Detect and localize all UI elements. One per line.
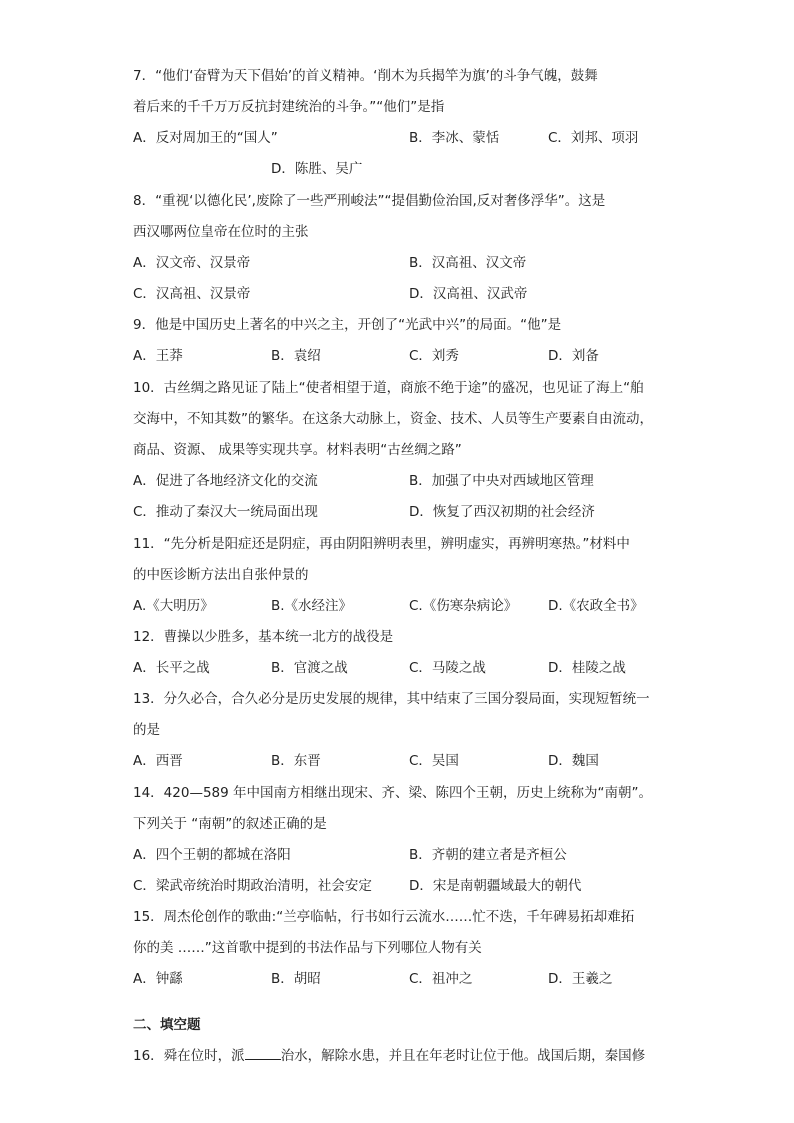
q10-stem-line2: 交海中，不知其数”的繁华。在这条大动脉上，资金、技术、人员等生产要素自由流动， (133, 411, 653, 427)
q13-option-d[interactable]: D．魏国 (548, 753, 599, 769)
q9-option-b[interactable]: B．袁绍 (271, 348, 321, 364)
q9-option-a[interactable]: A．王莽 (133, 348, 183, 364)
q8-option-b[interactable]: B．汉高祖、汉文帝 (409, 255, 527, 271)
q16-text-after-blank: 治水，解除水患，并且在年老时让位于他。战国后期，秦国修 (280, 1048, 646, 1064)
q10-option-d[interactable]: D．恢复了西汉初期的社会经济 (409, 504, 595, 520)
q7-stem-line1: 7．“他们‘奋臂为天下倡始’的首义精神。‘削木为兵揭竿为旗’的斗争气魄，鼓舞 (133, 68, 598, 84)
q11-option-c[interactable]: C.《伤寒杂病论》 (409, 598, 518, 614)
q12-stem-line1: 12．曹操以少胜多，基本统一北方的战役是 (133, 629, 394, 645)
q8-option-d[interactable]: D．汉高祖、汉武帝 (409, 286, 528, 302)
q14-option-b[interactable]: B．齐朝的建立者是齐桓公 (409, 847, 567, 863)
q8-stem-line1: 8．“重视‘以德化民’,废除了一些严刑峻法”“提倡勤俭治国,反对奢侈浮华”。这是 (133, 193, 606, 209)
q11-stem-line2: 的中医诊断方法出自张仲景的 (133, 567, 309, 583)
q15-option-d[interactable]: D．王羲之 (548, 971, 613, 987)
q11-option-b[interactable]: B.《水经注》 (271, 598, 353, 614)
q15-option-a[interactable]: A．钟繇 (133, 971, 183, 987)
q15-option-b[interactable]: B．胡昭 (271, 971, 321, 987)
q8-option-a[interactable]: A．汉文帝、汉景帝 (133, 255, 251, 271)
q12-option-c[interactable]: C．马陵之战 (409, 660, 486, 676)
q11-option-a[interactable]: A.《大明历》 (133, 598, 214, 614)
q12-option-b[interactable]: B．官渡之战 (271, 660, 348, 676)
q14-option-c[interactable]: C．梁武帝统治时期政治清明，社会安定 (133, 878, 372, 894)
q16-stem-line1 (133, 1045, 663, 1065)
q7-option-a[interactable]: A．反对周加王的“国人” (133, 130, 278, 146)
q8-stem-line2: 西汉哪两位皇帝在位时的主张 (133, 224, 309, 240)
q7-stem-line2: 着后来的千千万万反抗封建统治的斗争。”“他们”是指 (133, 99, 445, 115)
q14-option-a[interactable]: A．四个王朝的都城在洛阳 (133, 847, 291, 863)
q9-stem-line1: 9．他是中国历史上著名的中兴之主，开创了“光武中兴”的局面。“他”是 (133, 317, 562, 333)
q7-option-d[interactable]: D．陈胜、吴广 (271, 161, 363, 177)
q16-text-before-blank: 16．舜在位时，派 (133, 1048, 245, 1064)
q16-answer-blank[interactable] (245, 1045, 281, 1060)
q13-option-b[interactable]: B．东晋 (271, 753, 321, 769)
q10-option-c[interactable]: C．推动了秦汉大一统局面出现 (133, 504, 318, 520)
q10-option-a[interactable]: A．促进了各地经济文化的交流 (133, 473, 318, 489)
q14-option-d[interactable]: D．宋是南朝疆域最大的朝代 (409, 878, 582, 894)
q12-option-a[interactable]: A．长平之战 (133, 660, 210, 676)
section-heading-fill-in: 二、填空题 (133, 1017, 201, 1033)
q8-option-c[interactable]: C．汉高祖、汉景帝 (133, 286, 251, 302)
q12-option-d[interactable]: D．桂陵之战 (548, 660, 626, 676)
q15-stem-line2: 你的美 ……”这首歌中提到的书法作品与下列哪位人物有关 (133, 940, 482, 956)
q7-option-c[interactable]: C．刘邦、项羽 (548, 130, 639, 146)
q13-stem-line2: 的是 (133, 722, 160, 738)
q10-stem-line3: 商品、资源、 成果等实现共享。材料表明“古丝绸之路” (133, 442, 462, 458)
q9-option-c[interactable]: C．刘秀 (409, 348, 459, 364)
q13-stem-line1: 13．分久必合，合久必分是历史发展的规律，其中结束了三国分裂局面，实现短暂统一 (133, 691, 650, 707)
q14-stem-line2: 下列关于 “南朝”的叙述正确的是 (133, 816, 327, 832)
q10-stem-line1: 10．古丝绸之路见证了陆上“使者相望于道，商旅不绝于途”的盛况，也见证了海上“舶 (133, 380, 644, 396)
q11-stem-line1: 11．“先分析是阳症还是阴症，再由阴阳辨明表里，辨明虚实，再辨明寒热。”材料中 (133, 536, 630, 552)
q14-stem-line1: 14．420—589 年中国南方相继出现宋、齐、梁、陈四个王朝，历史上统称为“南朝”。 (133, 785, 652, 801)
q11-option-d[interactable]: D.《农政全书》 (548, 598, 644, 614)
q7-option-b[interactable]: B．李冰、蒙恬 (409, 130, 500, 146)
q10-option-b[interactable]: B．加强了中央对西域地区管理 (409, 473, 594, 489)
q15-option-c[interactable]: C．祖冲之 (409, 971, 473, 987)
q15-stem-line1: 15．周杰伦创作的歌曲:“兰亭临帖，行书如行云流水……忙不迭，千年碑易拓却难拓 (133, 909, 635, 925)
q9-option-d[interactable]: D．刘备 (548, 348, 599, 364)
q13-option-a[interactable]: A．西晋 (133, 753, 183, 769)
q13-option-c[interactable]: C．吴国 (409, 753, 459, 769)
